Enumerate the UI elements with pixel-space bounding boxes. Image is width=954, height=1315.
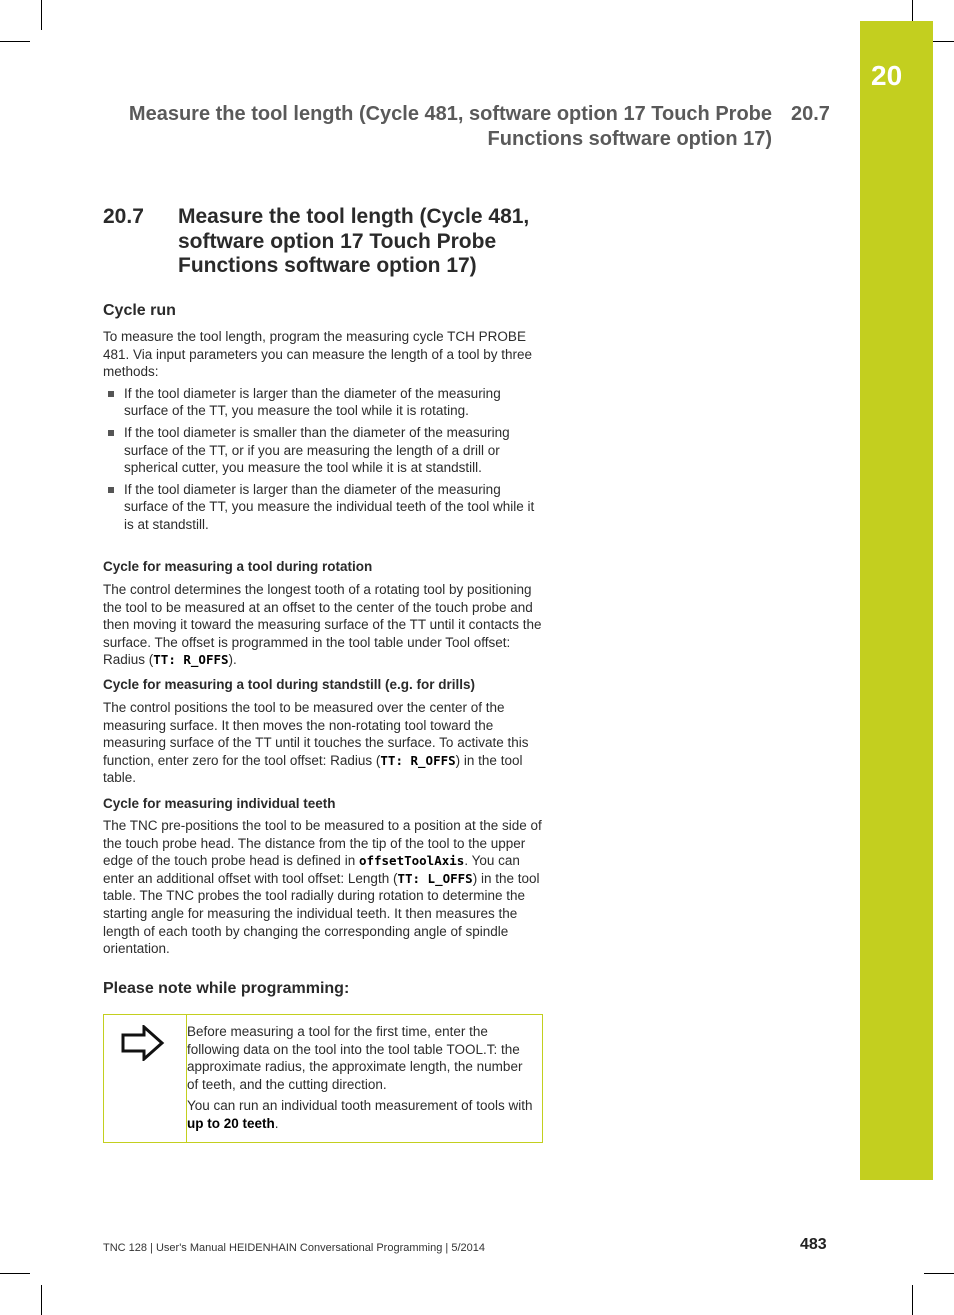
crop-mark [0,1273,30,1274]
chapter-tab [860,21,933,1180]
rotation-body [103,581,543,669]
note-paragraph-2: You can run an individual tooth measurement of tools with up to 20 teeth. [187,1098,533,1131]
standstill-body [103,699,543,787]
list-item-text: If the tool diameter is larger than the diameter of the measuring surface of the TT, you measure the individual teeth of the tool while it is at standstill. [124,481,535,532]
crop-mark [0,41,30,42]
running-header-line2: Functions software option 17) [487,128,772,150]
teeth-body [103,817,543,958]
list-item [103,424,543,477]
note-text [187,1023,535,1137]
param-code: offsetToolAxis [358,853,465,869]
cycle-run-heading: Cycle run [103,302,176,319]
param-code: TT: R_OFFS [153,652,229,668]
page-number: 483 [800,1236,827,1253]
teeth-heading: Cycle for measuring individual teeth [103,796,336,811]
list-item-text: If the tool diameter is larger than the diameter of the measuring surface of the TT, you measure the tool while it is rotating. [124,385,501,419]
param-code: TT: R_OFFS [380,752,456,768]
cycle-run-intro: To measure the tool length, program the measuring cycle TCH PROBE 481. Via input parameters you can measure the length of a tool by three methods: [103,329,533,380]
crop-mark [41,0,42,30]
rotation-heading: Cycle for measuring a tool during rotation [103,559,373,574]
crop-mark [41,1285,42,1315]
list-item [103,385,543,420]
bullet-icon [108,430,114,436]
chapter-number: 20 [871,60,903,91]
rotation-text: The control determines the longest tooth of a rotating tool by positioning the tool to be measured at an offset to the center of the touch probe and then moving it toward the measuring surface of the TT until it contacts the surface. The offset is programmed in the tool table under Tool offset: Radius (TT: R_OFFS). [103,582,542,668]
crop-mark [912,1285,913,1315]
section-title: Measure the tool length (Cycle 481, software option 17 Touch Probe Functions software option 17) [178,205,530,277]
cycle-run-body [103,328,543,538]
note-box [103,1014,543,1143]
section-number: 20.7 [103,205,144,228]
running-header [52,102,772,152]
arrow-right-icon [120,1025,166,1061]
standstill-text: The control positions the tool to be measured over the center of the measuring surface. It then moves the non-rotating tool toward the measuring surface of the TT until it touches the surface. To activate this function, enter zero for the tool offset: Radius (TT: R_OFFS) in the tool table. [103,700,529,786]
crop-mark [924,1273,954,1274]
param-code: TT: L_OFFS [397,870,473,886]
bullet-icon [108,487,114,493]
standstill-heading: Cycle for measuring a tool during standstill (e.g. for drills) [103,677,476,692]
note-heading: Please note while programming: [103,980,350,997]
method-list [103,385,543,534]
running-header-section-number: 20.7 [791,103,830,125]
running-header-line1: Measure the tool length (Cycle 481, software option 17 Touch Probe [128,103,772,125]
list-item [103,481,543,534]
list-item-text: If the tool diameter is smaller than the diameter of the measuring surface of the TT, or if you are measuring the length of a drill or spherical cutter, you measure the tool while it is at standstill. [124,424,510,476]
note-paragraph-1: Before measuring a tool for the first time, enter the following data on the tool into the tool table TOOL.T: the approximate radius, the approximate length, the number of teeth, and the cutting direction. [187,1024,523,1092]
note-emphasis: up to 20 teeth [187,1115,275,1131]
footer-text: TNC 128 | User's Manual HEIDENHAIN Conversational Programming | 5/2014 [103,1242,485,1254]
bullet-icon [108,391,114,397]
teeth-text: The TNC pre-positions the tool to be measured to a position at the side of the touch probe head. The distance from the tip of the tool to the upper edge of the touch probe head is defined in offsetToolAxis. You can enter an additional offset with tool offset: Length (TT: L_OFFS) in the tool table. The TNC probes the tool radially during rotation to determine the starting angle for measuring the individual teeth. It then measures the length of each tooth by changing the corresponding angle of spindle orientation. [103,818,542,957]
